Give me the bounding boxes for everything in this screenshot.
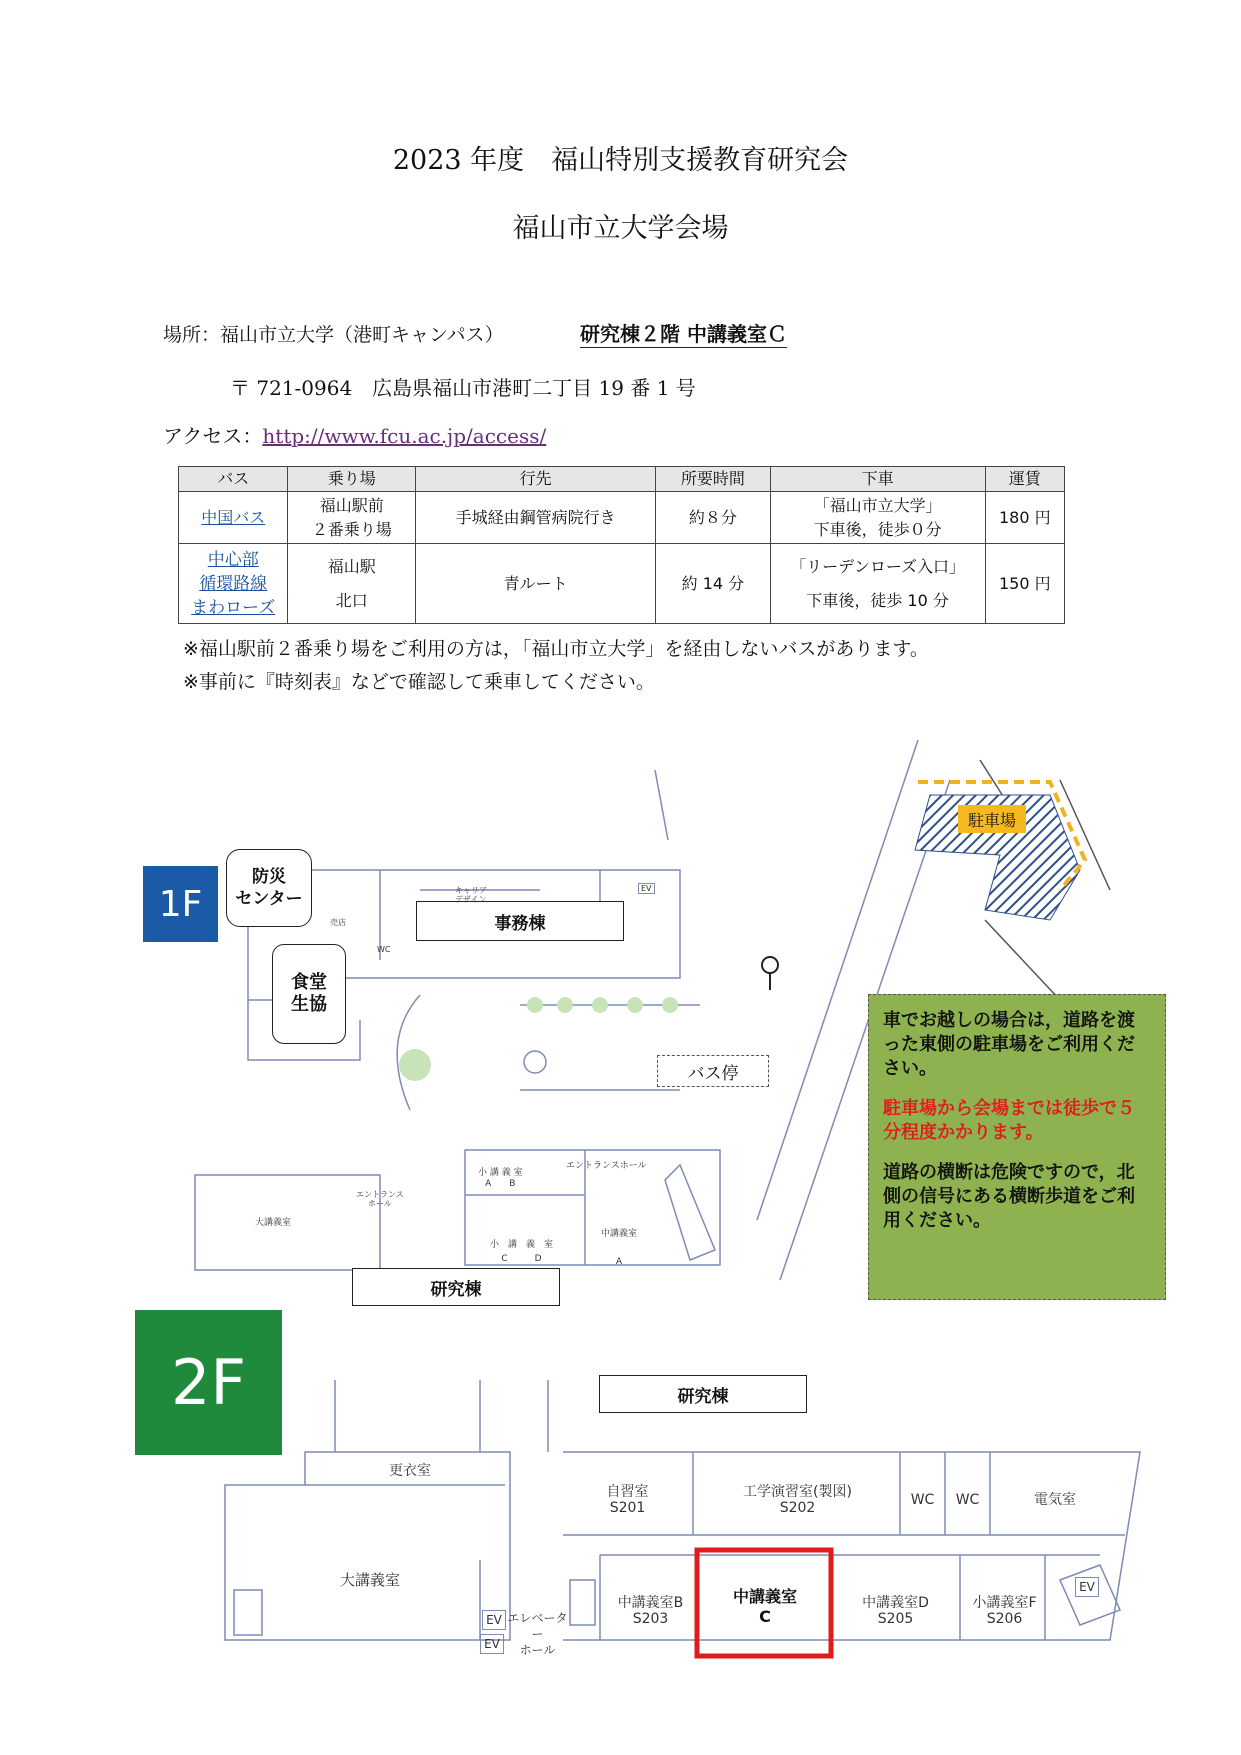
small-hall-ab-label: 小 講 義 室 A B [478,1168,523,1189]
bus-link-mawarozu[interactable]: 中心部 循環路線 まわローズ [179,544,288,624]
room-c-venue: 中講義室 C [732,1587,797,1626]
col-getoff: 下車 [770,467,985,492]
room-s202: 工学演習室(製図) S202 [743,1484,852,1516]
note-line: ※事前に『時刻表』などで確認して乗車してください。 [183,671,655,693]
table-cell: 手城経由鋼管病院行き [416,492,656,544]
ev-label: EV [638,883,655,894]
col-time: 所要時間 [656,467,771,492]
floor-badge-2f: 2F [135,1310,282,1455]
page-title: 2023 年度 福山特別支援教育研究会 [392,145,849,176]
wc-label: WC [377,945,391,954]
store-label: 売店 [330,918,346,927]
map-2f-drawing [0,1380,1241,1755]
room-wc-2: WC [955,1492,980,1508]
parking-label: 駐車場 [958,805,1026,833]
career-label: キャリア デザイン [455,886,487,904]
cafeteria-label: 食堂 生協 [272,944,346,1044]
note-line: ※福山駅前２番乗り場をご利用の方は，「福山市立大学」を経由しないバスがあります。 [183,638,929,660]
middle-hall-a-label: 中講義室 A [601,1229,638,1267]
large-hall-label-1f: 大講義室 [255,1218,292,1228]
room-changing: 更衣室 [389,1463,431,1479]
table-cell: 青ルート [416,544,656,624]
col-stop: 乗り場 [288,467,416,492]
table-cell: 福山駅 北口 [288,544,416,624]
page-subtitle: 福山市立大学会場 [512,213,729,244]
table-row [179,492,1065,544]
office-building-label: 事務棟 [416,901,624,941]
entrance-label-1f: エントランス ホール [356,1190,404,1208]
room-large-hall: 大講義室 [339,1571,400,1589]
car-notice-warning: 駐車場から会場までは徒歩で５分程度かかります。 [883,1098,1135,1143]
table-cell: 150 円 [985,544,1064,624]
access-link[interactable]: http://www.fcu.ac.jp/access/ [262,424,547,448]
table-cell: 「リーデンローズ入口」 下車後，徒歩 10 分 [770,544,985,624]
research-building-label-2f: 研究棟 [599,1375,807,1413]
col-bus: バス [179,467,288,492]
room-wc-1: WC [910,1492,935,1508]
disaster-center-callout: 防災 センター [226,849,312,927]
room-s205: 中講義室D S205 [862,1595,929,1627]
room-ev-2: EV [480,1634,504,1654]
room-s203: 中講義室B S203 [617,1595,684,1627]
car-notice-text: 車でお越しの場合は，道路を渡った東側の駐車場をご利用ください。 [883,1010,1135,1079]
bus-stop-label: バス停 [657,1055,769,1087]
table-cell: 「福山市立大学」 下車後，徒歩０分 [770,492,985,544]
floor-badge-1f: 1F [143,866,218,942]
room-s206: 小講義室F S206 [972,1595,1037,1627]
car-notice-box [868,994,1166,1300]
table-cell: 約 14 分 [656,544,771,624]
table-cell: 福山駅前 ２番乗り場 [288,492,416,544]
small-hall-cd-label: 小 講 義 室 C D [490,1240,554,1264]
room-ev-1: EV [482,1610,506,1630]
access-label: アクセス： [163,424,263,448]
car-notice-crossing: 道路の横断は危険ですので，北側の信号にある横断歩道をご利用ください。 [883,1162,1135,1231]
table-cell: 180 円 [985,492,1064,544]
place-room: 研究棟２階 中講義室Ｃ [580,318,787,348]
research-building-label-1f: 研究棟 [352,1268,560,1306]
entrance-hall-label: エントランスホール [566,1161,647,1171]
bus-table [178,466,1065,624]
table-row [179,544,1065,624]
bus-stop-icon [762,957,778,990]
bus-link-chugoku[interactable]: 中国バス [179,492,288,544]
col-fare: 運賃 [985,467,1064,492]
table-cell: 約８分 [656,492,771,544]
place-label: 場所：福山市立大学（港町キャンパス） [163,324,504,346]
room-elevator-hall: エレベーター ホール [507,1611,568,1657]
room-electric: 電気室 [1034,1492,1076,1508]
address: 〒 721-0964 広島県福山市港町二丁目 19 番 1 号 [230,376,696,400]
table-header-row [179,467,1065,492]
room-s201: 自習室 S201 [606,1484,649,1516]
parking-area [915,782,1085,920]
col-dest: 行先 [416,467,656,492]
room-ev-3: EV [1075,1577,1099,1597]
